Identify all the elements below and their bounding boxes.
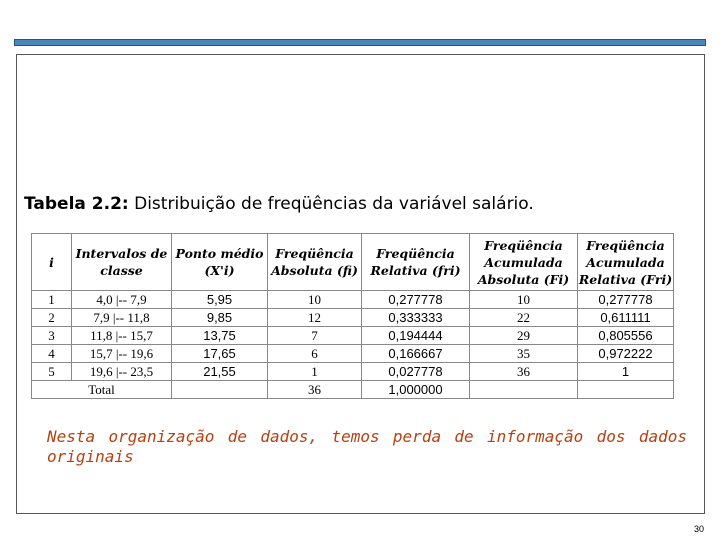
header-cumulative-absolute: Freqüência Acumulada Absoluta (Fi)	[470, 234, 578, 291]
cell-total-abs-freq: 36	[268, 381, 362, 399]
cell-empty	[470, 381, 578, 399]
cell-cum-rel: 0,611111	[578, 309, 674, 327]
table-row	[32, 345, 674, 363]
header-class-intervals: Intervalos de classe	[72, 234, 172, 291]
header-index: i	[32, 234, 72, 291]
cell-cum-abs: 29	[470, 327, 578, 345]
cell-cum-rel: 0,277778	[578, 291, 674, 309]
title-accent-bar	[14, 39, 706, 46]
cell-index: 4	[32, 345, 72, 363]
cell-rel-freq: 0,027778	[362, 363, 470, 381]
cell-abs-freq: 10	[268, 291, 362, 309]
cell-rel-freq: 0,194444	[362, 327, 470, 345]
observation-note: Nesta organização de dados, temos perda de informação dos dados originais	[47, 427, 687, 466]
cell-abs-freq: 6	[268, 345, 362, 363]
cell-cum-abs: 35	[470, 345, 578, 363]
cell-abs-freq: 1	[268, 363, 362, 381]
cell-total-rel-freq: 1,000000	[362, 381, 470, 399]
cell-index: 1	[32, 291, 72, 309]
cell-empty	[172, 381, 268, 399]
header-relative-frequency: Freqüência Relativa (fri)	[362, 234, 470, 291]
cell-empty	[578, 381, 674, 399]
cell-interval: 15,7 |-- 19,6	[72, 345, 172, 363]
header-cumulative-relative: Freqüência Acumulada Relativa (Fri)	[578, 234, 674, 291]
cell-rel-freq: 0,166667	[362, 345, 470, 363]
cell-index: 5	[32, 363, 72, 381]
cell-interval: 19,6 |-- 23,5	[72, 363, 172, 381]
cell-index: 2	[32, 309, 72, 327]
cell-cum-rel: 0,972222	[578, 345, 674, 363]
cell-total-label: Total	[32, 381, 172, 399]
cell-midpoint: 21,55	[172, 363, 268, 381]
cell-midpoint: 13,75	[172, 327, 268, 345]
caption-label: Tabela 2.2:	[24, 194, 129, 214]
cell-interval: 11,8 |-- 15,7	[72, 327, 172, 345]
cell-cum-abs: 36	[470, 363, 578, 381]
table-total-row	[32, 381, 674, 399]
table-row	[32, 327, 674, 345]
cell-midpoint: 17,65	[172, 345, 268, 363]
cell-cum-abs: 10	[470, 291, 578, 309]
header-midpoint: Ponto médio (X'i)	[172, 234, 268, 291]
cell-cum-rel: 1	[578, 363, 674, 381]
frequency-table-container	[31, 233, 673, 403]
cell-rel-freq: 0,277778	[362, 291, 470, 309]
cell-rel-freq: 0,333333	[362, 309, 470, 327]
frequency-table	[31, 233, 674, 399]
cell-midpoint: 9,85	[172, 309, 268, 327]
cell-abs-freq: 12	[268, 309, 362, 327]
page-number: 30	[694, 524, 705, 534]
table-row	[32, 363, 674, 381]
table-caption	[24, 194, 534, 214]
cell-interval: 7,9 |-- 11,8	[72, 309, 172, 327]
cell-abs-freq: 7	[268, 327, 362, 345]
cell-interval: 4,0 |-- 7,9	[72, 291, 172, 309]
table-row	[32, 291, 674, 309]
header-absolute-frequency: Freqüência Absoluta (fi)	[268, 234, 362, 291]
cell-cum-abs: 22	[470, 309, 578, 327]
caption-text: Distribuição de freqüências da variável salário.	[128, 194, 534, 214]
table-header-row	[32, 234, 674, 291]
cell-cum-rel: 0,805556	[578, 327, 674, 345]
cell-index: 3	[32, 327, 72, 345]
table-row	[32, 309, 674, 327]
cell-midpoint: 5,95	[172, 291, 268, 309]
